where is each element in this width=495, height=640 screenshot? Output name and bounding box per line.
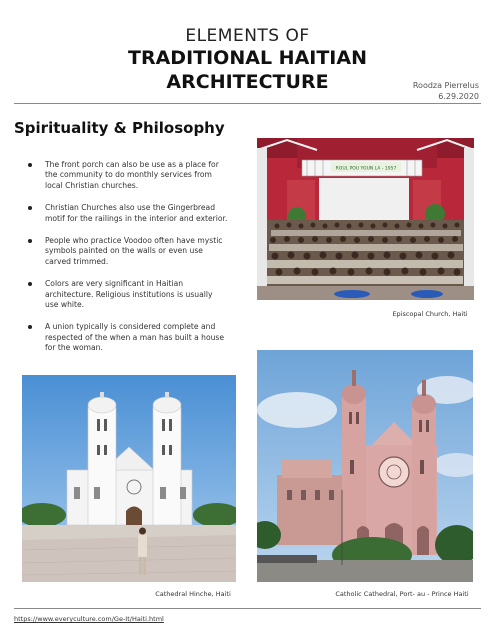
title-line-1: ELEMENTS OF: [185, 26, 310, 46]
banner-text: ROUL POU YOUN LA - 1957: [335, 166, 397, 172]
episcopal-caption: Episcopal Church, Haiti: [392, 310, 468, 318]
author-block: [413, 80, 479, 102]
bullet-item: A union typically is considered complete and respected of the when a man has built a house for the woman.: [28, 322, 228, 353]
section-heading: Spirituality & Philosophy: [14, 119, 225, 137]
episcopal-church-photo: [257, 138, 474, 300]
portauprince-cathedral-photo: [257, 350, 473, 582]
bullet-item: The front porch can also be use as a place for the community to do monthly services from local Christian churches.: [28, 160, 228, 191]
title-line-3: ARCHITECTURE: [166, 71, 329, 93]
author-date: 6.29.2020: [438, 92, 479, 101]
author-name: Roodza Pierrelus: [412, 81, 479, 90]
bullet-list: [28, 160, 228, 366]
portauprince-caption: Catholic Cathedral, Port- au - Prince Haiti: [335, 590, 469, 598]
bullet-item: Colors are very significant in Haitian architecture. Religious institutions is usually use white.: [28, 279, 228, 310]
footer-divider: [14, 608, 481, 609]
title-line-2: TRADITIONAL HAITIAN: [128, 47, 367, 69]
header-divider: [14, 103, 481, 104]
bullet-item: Christian Churches also use the Gingerbread motif for the railings in the interior and exterior.: [28, 203, 228, 224]
cathedral-hinche-photo: [22, 375, 236, 582]
hinche-caption: Cathedral Hinche, Haiti: [155, 590, 231, 598]
bullet-item: People who practice Voodoo often have mystic symbols painted on the walls or even use carved trimmed.: [28, 236, 228, 267]
source-link[interactable]: https://www.everyculture.com/Ge-It/Haiti.html: [14, 615, 164, 623]
